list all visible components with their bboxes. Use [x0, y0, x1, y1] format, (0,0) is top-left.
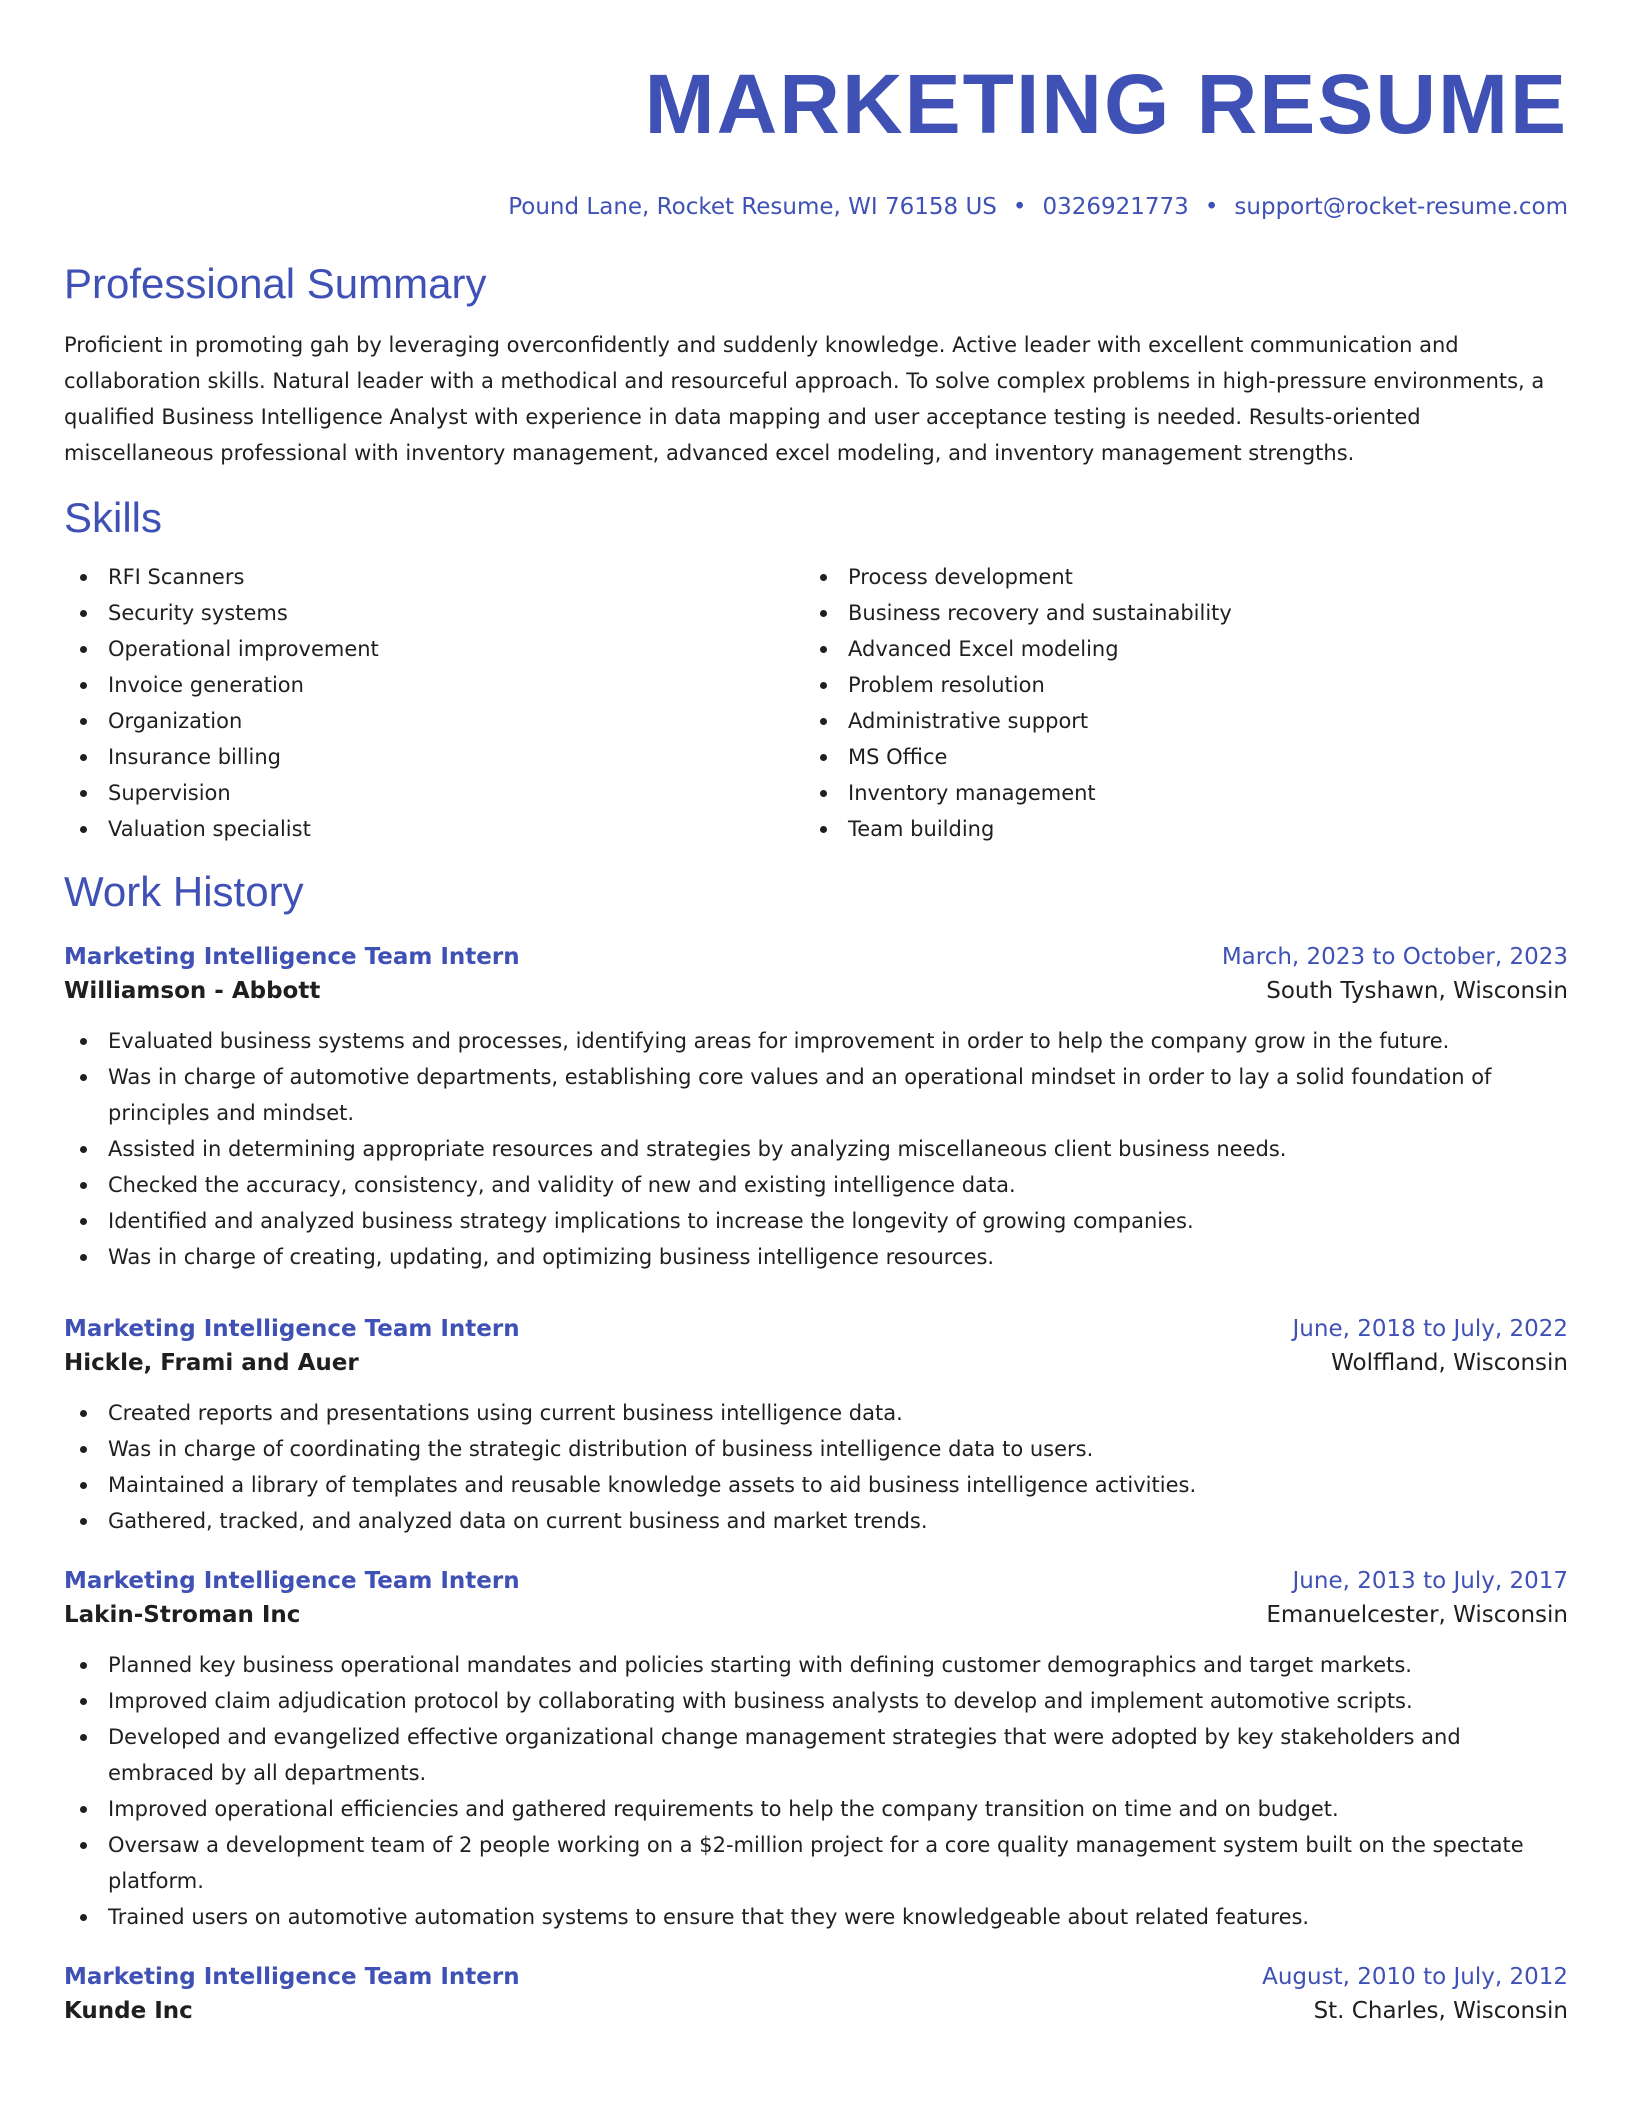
skills-list: [64, 559, 1568, 847]
job-company: Williamson - Abbott: [64, 978, 321, 1004]
job-bullet: Checked the accuracy, consistency, and validity of new and existing intelligence data.: [64, 1167, 1568, 1203]
job-location: South Tyshawn, Wisconsin: [1266, 978, 1568, 1004]
summary-heading: Professional Summary: [64, 260, 487, 307]
job-company: Lakin-Stroman Inc: [64, 1602, 301, 1628]
skills-heading: Skills: [64, 494, 163, 541]
job-location: Emanuelcester, Wisconsin: [1266, 1602, 1568, 1628]
skill-item: Team building: [804, 811, 1544, 847]
skill-item: Operational improvement: [64, 631, 804, 667]
job-title: Marketing Intelligence Team Intern: [64, 1316, 520, 1342]
job-entry: [64, 1565, 1568, 1935]
skill-item: Process development: [804, 559, 1544, 595]
contact-line: [64, 192, 1568, 222]
job-bullet: Was in charge of coordinating the strategic distribution of business intelligence data to users.: [64, 1431, 1568, 1467]
job-location: Wolffland, Wisconsin: [1331, 1350, 1568, 1376]
job-bullet: Gathered, tracked, and analyzed data on current business and market trends.: [64, 1503, 1568, 1539]
skill-item: Supervision: [64, 775, 804, 811]
job-bullets: [64, 1647, 1568, 1935]
job-dates: June, 2013 to July, 2017: [1292, 1568, 1568, 1594]
contact-separator: •: [1012, 194, 1027, 220]
job-bullet: Maintained a library of templates and reusable knowledge assets to aid business intelligence activities.: [64, 1467, 1568, 1503]
work-history-list: [64, 941, 1568, 2029]
summary-text: Proficient in promoting gah by leveraging overconfidently and suddenly knowledge. Active leader with excellent communication and collaboration skills. Natural leader with a methodical and resourceful approach. To solve complex problems in high-pressure environments, a qualified Business Intelligence Analyst with experience in data mapping and user acceptance testing is needed. Results-oriented miscellaneous professional with inventory management, advanced excel modeling, and inventory management strengths.: [64, 333, 1545, 465]
job-bullet: Oversaw a development team of 2 people working on a $2-million project for a core quality management system built on the spectate platform.: [64, 1827, 1568, 1899]
job-bullet: Identified and analyzed business strategy implications to increase the longevity of growing companies.: [64, 1203, 1568, 1239]
job-bullet: Improved operational efficiencies and gathered requirements to help the company transition on time and on budget.: [64, 1791, 1568, 1827]
skill-item: Business recovery and sustainability: [804, 595, 1544, 631]
work-history-heading: Work History: [64, 868, 304, 915]
job-entry: [64, 1313, 1568, 1539]
job-bullets: [64, 1395, 1568, 1539]
skill-item: Insurance billing: [64, 739, 804, 775]
skill-item: Valuation specialist: [64, 811, 804, 847]
job-bullet: Improved claim adjudication protocol by collaborating with business analysts to develop and implement automotive scripts.: [64, 1683, 1568, 1719]
job-entry: [64, 941, 1568, 1275]
contact-email: support@rocket-resume.com: [1234, 194, 1568, 220]
job-title: Marketing Intelligence Team Intern: [64, 1964, 520, 1990]
job-title: Marketing Intelligence Team Intern: [64, 944, 520, 970]
job-bullet: Created reports and presentations using current business intelligence data.: [64, 1395, 1568, 1431]
skills-column-right: [804, 559, 1544, 847]
job-company: Hickle, Frami and Auer: [64, 1350, 359, 1376]
contact-address: Pound Lane, Rocket Resume, WI 76158 US: [508, 194, 997, 220]
job-bullet: Trained users on automotive automation systems to ensure that they were knowledgeable about related features.: [64, 1899, 1568, 1935]
job-location: St. Charles, Wisconsin: [1313, 1998, 1568, 2024]
skill-item: Advanced Excel modeling: [804, 631, 1544, 667]
contact-separator: •: [1204, 194, 1219, 220]
skill-item: Invoice generation: [64, 667, 804, 703]
contact-phone: 0326921773: [1042, 194, 1189, 220]
skill-item: Administrative support: [804, 703, 1544, 739]
job-dates: June, 2018 to July, 2022: [1292, 1316, 1568, 1342]
job-entry: [64, 1961, 1568, 2029]
skill-item: Security systems: [64, 595, 804, 631]
job-bullet: Planned key business operational mandates and policies starting with defining customer demographics and target markets.: [64, 1647, 1568, 1683]
job-dates: March, 2023 to October, 2023: [1221, 944, 1568, 970]
skill-item: Problem resolution: [804, 667, 1544, 703]
skills-column-left: [64, 559, 804, 847]
job-bullet: Developed and evangelized effective organizational change management strategies that were adopted by key stakeholders and embraced by all departments.: [64, 1719, 1568, 1791]
skill-item: Organization: [64, 703, 804, 739]
job-bullets: [64, 1023, 1568, 1275]
skill-item: MS Office: [804, 739, 1544, 775]
job-dates: August, 2010 to July, 2012: [1262, 1964, 1568, 1990]
job-company: Kunde Inc: [64, 1998, 193, 2024]
job-bullet: Evaluated business systems and processes, identifying areas for improvement in order to help the company grow in the future.: [64, 1023, 1568, 1059]
skill-item: Inventory management: [804, 775, 1544, 811]
resume-title: MARKETING RESUME: [644, 57, 1568, 151]
job-title: Marketing Intelligence Team Intern: [64, 1568, 520, 1594]
job-bullet: Was in charge of creating, updating, and optimizing business intelligence resources.: [64, 1239, 1568, 1275]
job-bullet: Assisted in determining appropriate resources and strategies by analyzing miscellaneous client business needs.: [64, 1131, 1568, 1167]
job-bullet: Was in charge of automotive departments, establishing core values and an operational mindset in order to lay a solid foundation of principles and mindset.: [64, 1059, 1568, 1131]
skill-item: RFI Scanners: [64, 559, 804, 595]
